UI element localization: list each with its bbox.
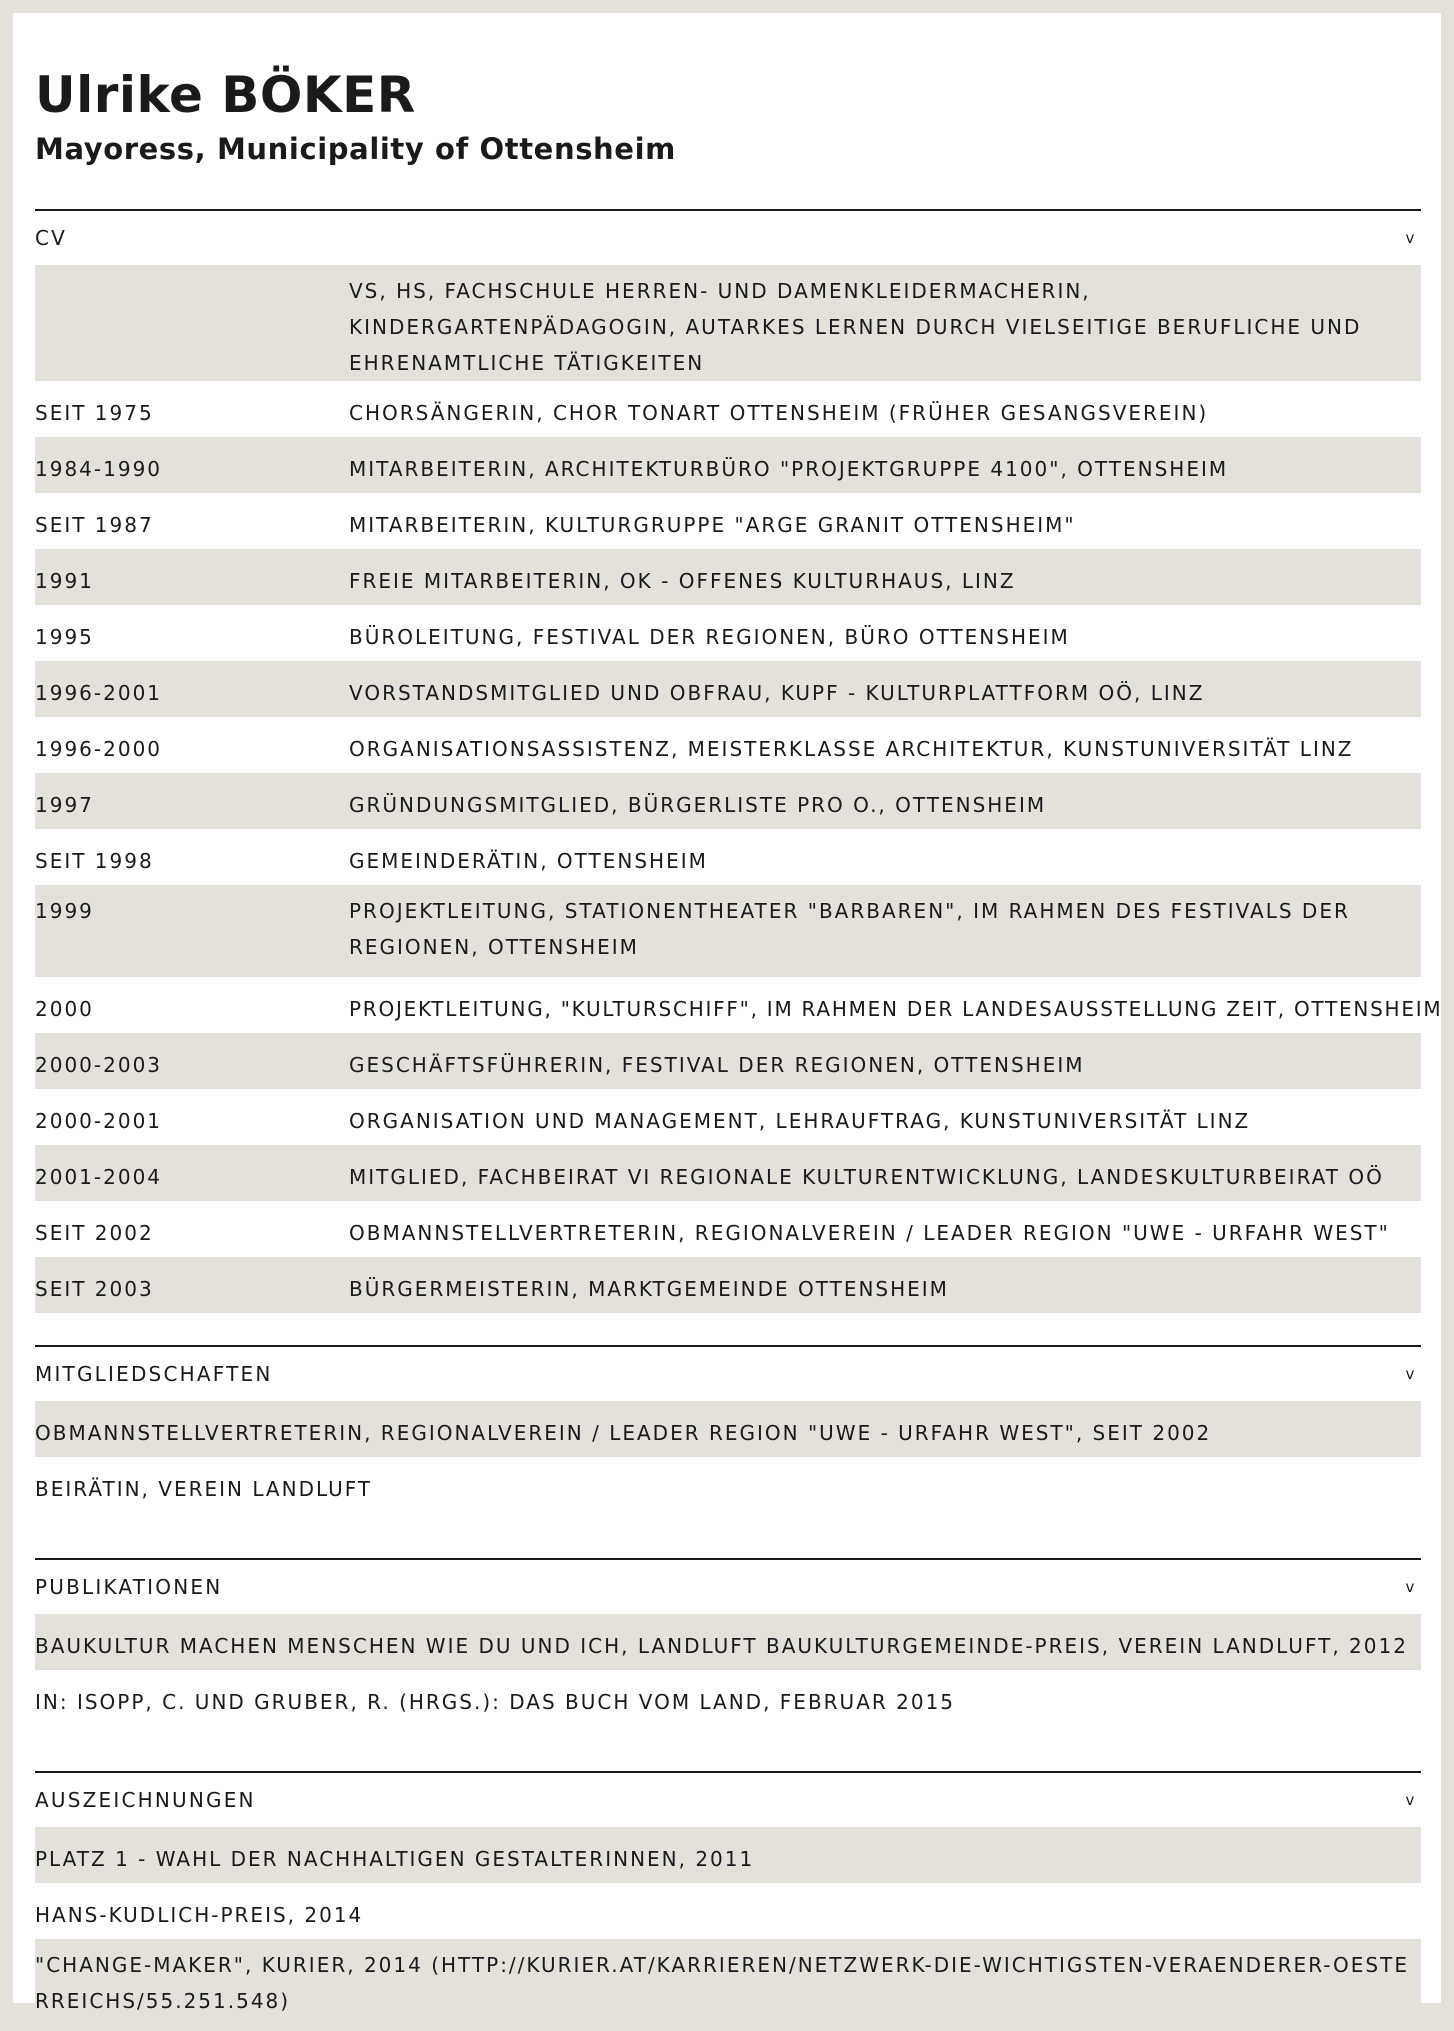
- cv-row: [35, 1033, 1421, 1089]
- chevron-down-icon[interactable]: v: [1405, 1791, 1415, 1809]
- section-publikationen-header[interactable]: [35, 1560, 1421, 1614]
- cv-row-text: GRÜNDUNGSMITGLIED, BÜRGERLISTE PRO O., OTTENSHEIM: [349, 793, 1047, 817]
- cv-row: [35, 493, 1421, 549]
- cv-row: [35, 661, 1421, 717]
- cv-row: [35, 1257, 1421, 1313]
- cv-row-year: SEIT 2003: [35, 1277, 154, 1301]
- section-cv: [35, 209, 1443, 1313]
- list-item-text: "CHANGE-MAKER", KURIER, 2014 (HTTP://KURIER.AT/KARRIEREN/NETZWERK-DIE-WICHTIGSTEN-VERAENDERER-OESTERREICHS/55.251.548): [35, 1953, 1409, 2013]
- cv-row-year: 2000-2001: [35, 1109, 163, 1133]
- cv-row-text: MITGLIED, FACHBEIRAT VI REGIONALE KULTURENTWICKLUNG, LANDESKULTURBEIRAT OÖ: [349, 1165, 1384, 1189]
- chevron-down-icon[interactable]: v: [1405, 229, 1415, 247]
- chevron-down-icon[interactable]: v: [1405, 1578, 1415, 1596]
- cv-row-text: GESCHÄFTSFÜHRERIN, FESTIVAL DER REGIONEN, OTTENSHEIM: [349, 1053, 1085, 1077]
- list-item-text: OBMANNSTELLVERTRETERIN, REGIONALVEREIN / LEADER REGION "UWE - URFAHR WEST", SEIT 2002: [35, 1421, 1212, 1445]
- cv-row-text: VORSTANDSMITGLIED UND OBFRAU, KUPF - KULTURPLATTFORM OÖ, LINZ: [349, 681, 1205, 705]
- publikationen-list: [35, 1614, 1421, 1726]
- profile-content: [35, 13, 1443, 2031]
- cv-row-text: CHORSÄNGERIN, CHOR TONART OTTENSHEIM (FRÜHER GESANGSVEREIN): [349, 401, 1209, 425]
- list-item: [35, 1457, 1421, 1513]
- cv-row-year: 1984-1990: [35, 457, 163, 481]
- section-mitgliedschaften-header[interactable]: [35, 1347, 1421, 1401]
- cv-row-text: MITARBEITERIN, ARCHITEKTURBÜRO "PROJEKTGRUPPE 4100", OTTENSHEIM: [349, 457, 1229, 481]
- section-mitgliedschaften-title: MITGLIEDSCHAFTEN: [35, 1362, 273, 1386]
- cv-row-text: GEMEINDERÄTIN, OTTENSHEIM: [349, 849, 708, 873]
- cv-row: [35, 549, 1421, 605]
- cv-row-year: 1991: [35, 569, 94, 593]
- cv-row: [35, 437, 1421, 493]
- list-item: [35, 1827, 1421, 1883]
- list-item: [35, 1670, 1421, 1726]
- cv-table: [35, 265, 1443, 1313]
- cv-row-year: 2000-2003: [35, 1053, 163, 1077]
- cv-row: [35, 381, 1421, 437]
- cv-row-text: PROJEKTLEITUNG, STATIONENTHEATER "BARBAREN", IM RAHMEN DES FESTIVALS DER REGIONEN, OTTENSHEIM: [349, 899, 1350, 959]
- cv-row-year: 2000: [35, 997, 94, 1021]
- cv-row-text: OBMANNSTELLVERTRETERIN, REGIONALVEREIN / LEADER REGION "UWE - URFAHR WEST": [349, 1221, 1390, 1245]
- cv-row-year: SEIT 2002: [35, 1221, 154, 1245]
- cv-row: [35, 605, 1421, 661]
- section-auszeichnungen: [35, 1771, 1421, 2031]
- cv-row: [35, 977, 1443, 1033]
- cv-row: [35, 885, 1421, 977]
- cv-row-year: SEIT 1998: [35, 849, 154, 873]
- section-publikationen-title: PUBLIKATIONEN: [35, 1575, 223, 1599]
- cv-row-year: 2001-2004: [35, 1165, 163, 1189]
- cv-row: [35, 829, 1421, 885]
- section-cv-title: CV: [35, 226, 68, 250]
- list-item-text: HANS-KUDLICH-PREIS, 2014: [35, 1903, 364, 1927]
- cv-row-text: BÜROLEITUNG, FESTIVAL DER REGIONEN, BÜRO OTTENSHEIM: [349, 625, 1070, 649]
- cv-row-text: ORGANISATIONSASSISTENZ, MEISTERKLASSE ARCHITEKTUR, KUNSTUNIVERSITÄT LINZ: [349, 737, 1354, 761]
- section-auszeichnungen-title: AUSZEICHNUNGEN: [35, 1788, 256, 1812]
- cv-row-text: VS, HS, FACHSCHULE HERREN- UND DAMENKLEIDERMACHERIN, KINDERGARTENPÄDAGOGIN, AUTARKES LERNEN DURCH VIELSEITIGE BERUFLICHE UND EHRENAMTLICHE TÄTIGKEITEN: [349, 279, 1362, 375]
- cv-row: [35, 717, 1421, 773]
- section-publikationen: [35, 1558, 1421, 1726]
- cv-row-text: PROJEKTLEITUNG, "KULTURSCHIFF", IM RAHMEN DER LANDESAUSSTELLUNG ZEIT, OTTENSHEIM: [349, 997, 1443, 1021]
- cv-row-year: 1996-2001: [35, 681, 163, 705]
- cv-row-year: 1995: [35, 625, 94, 649]
- person-name: Ulrike BÖKER: [35, 66, 416, 124]
- auszeichnungen-list: [35, 1827, 1421, 2031]
- cv-row-year: 1997: [35, 793, 94, 817]
- cv-row-text: MITARBEITERIN, KULTURGRUPPE "ARGE GRANIT OTTENSHEIM": [349, 513, 1076, 537]
- list-item-text: BEIRÄTIN, VEREIN LANDLUFT: [35, 1477, 373, 1501]
- mitgliedschaften-list: [35, 1401, 1421, 1513]
- list-item: [35, 1401, 1421, 1457]
- list-item-text: BAUKULTUR MACHEN MENSCHEN WIE DU UND ICH, LANDLUFT BAUKULTURGEMEINDE-PREIS, VEREIN LANDLUFT, 2012: [35, 1634, 1408, 1658]
- cv-row: [35, 265, 1421, 381]
- section-auszeichnungen-header[interactable]: [35, 1773, 1421, 1827]
- cv-row-year: 1996-2000: [35, 737, 163, 761]
- cv-row: [35, 1145, 1421, 1201]
- cv-row: [35, 1089, 1421, 1145]
- cv-row-text: FREIE MITARBEITERIN, OK - OFFENES KULTURHAUS, LINZ: [349, 569, 1016, 593]
- cv-row: [35, 773, 1421, 829]
- profile-panel: [13, 13, 1443, 2013]
- person-role: Mayoress, Municipality of Ottensheim: [35, 132, 676, 166]
- cv-row-year: 1999: [35, 899, 94, 923]
- list-item: [35, 1939, 1421, 2031]
- cv-row-text: ORGANISATION UND MANAGEMENT, LEHRAUFTRAG, KUNSTUNIVERSITÄT LINZ: [349, 1109, 1251, 1133]
- chevron-down-icon[interactable]: v: [1405, 1365, 1415, 1383]
- cv-row-year: SEIT 1987: [35, 513, 154, 537]
- list-item: [35, 1883, 1421, 1939]
- section-cv-header[interactable]: [35, 211, 1421, 265]
- cv-row-text: BÜRGERMEISTERIN, MARKTGEMEINDE OTTENSHEIM: [349, 1277, 949, 1301]
- list-item: [35, 1614, 1421, 1670]
- cv-row-year: SEIT 1975: [35, 401, 154, 425]
- cv-row: [35, 1201, 1421, 1257]
- list-item-text: IN: ISOPP, C. UND GRUBER, R. (HRGS.): DAS BUCH VOM LAND, FEBRUAR 2015: [35, 1690, 956, 1714]
- section-mitgliedschaften: [35, 1345, 1421, 1513]
- list-item-text: PLATZ 1 - WAHL DER NACHHALTIGEN GESTALTERINNEN, 2011: [35, 1847, 755, 1871]
